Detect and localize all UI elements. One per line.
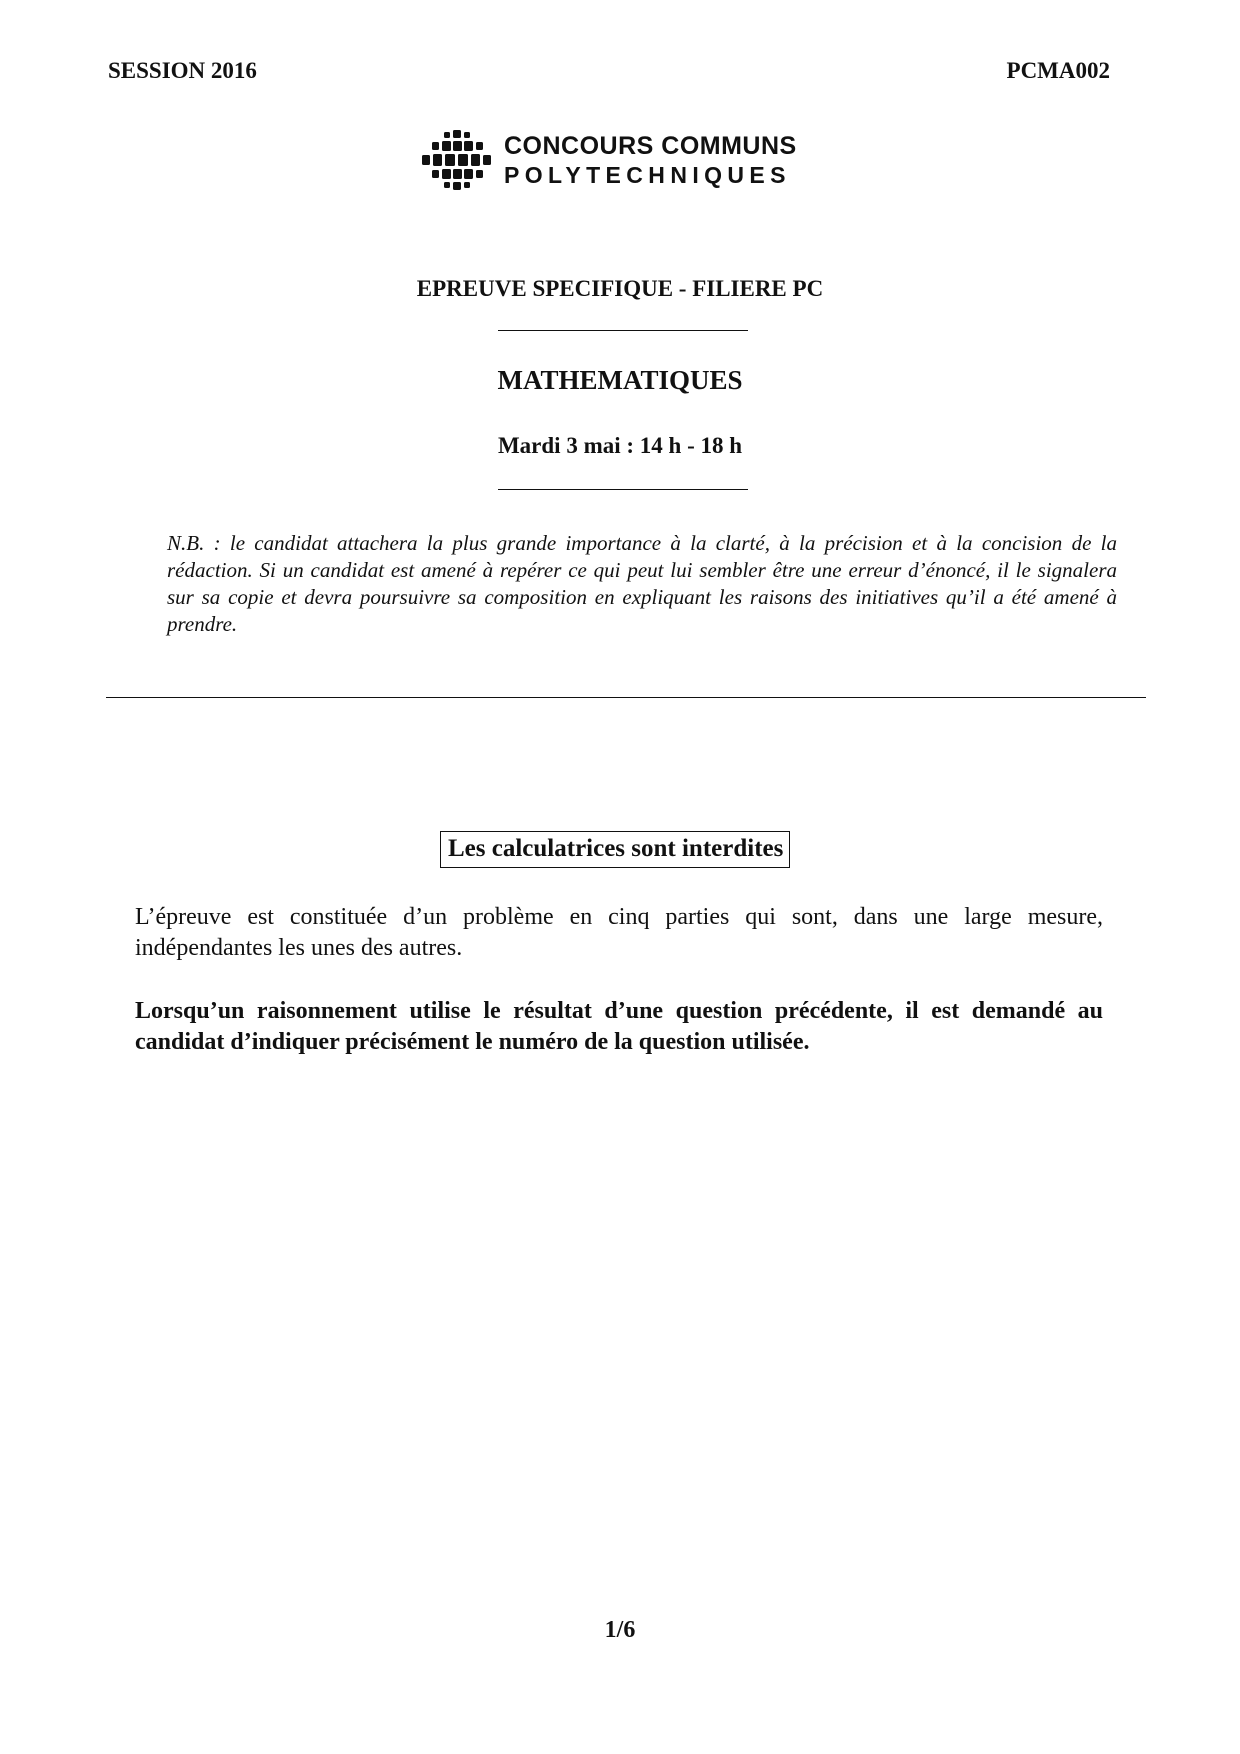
exam-date: Mardi 3 mai : 14 h - 18 h: [497, 433, 743, 458]
divider-long: [106, 697, 1146, 698]
calculator-rule-box: Les calculatrices sont interdites: [440, 831, 790, 868]
exam-code: PCMA002: [1006, 58, 1110, 83]
divider-short: [498, 489, 748, 490]
intro-paragraph: L’épreuve est constituée d’un problème en cinq parties qui sont, dans une large mesure, indépendantes les unes des autres.: [135, 904, 1103, 961]
logo-text-line2: POLYTECHNIQUES: [504, 162, 791, 188]
ccp-logo: [420, 128, 840, 198]
instruction-paragraph: Lorsqu’un raisonnement utilise le résultat d’une question précédente, il est demandé au candidat d’indiquer précisément le numéro de la question utilisée.: [135, 998, 1103, 1055]
globe-grid-icon: [420, 128, 496, 198]
logo-text-line1: CONCOURS COMMUNS: [504, 132, 797, 160]
session-label: SESSION 2016: [108, 58, 257, 83]
exam-title: EPREUVE SPECIFIQUE - FILIERE PC: [416, 276, 824, 301]
candidate-notice: N.B. : le candidat attachera la plus grande importance à la clarté, à la précision et à la concision de la rédaction. Si un candidat est amené à repérer ce qui peut lui sembler être une erreur d’énoncé, il le signalera sur sa copie et devra poursuivre sa composition en expliquant les raisons des initiatives qu’il a été amené à prendre.: [167, 531, 1117, 636]
subject-title: MATHEMATIQUES: [497, 365, 743, 395]
page-number: 1/6: [604, 1617, 636, 1643]
divider-short: [498, 330, 748, 331]
